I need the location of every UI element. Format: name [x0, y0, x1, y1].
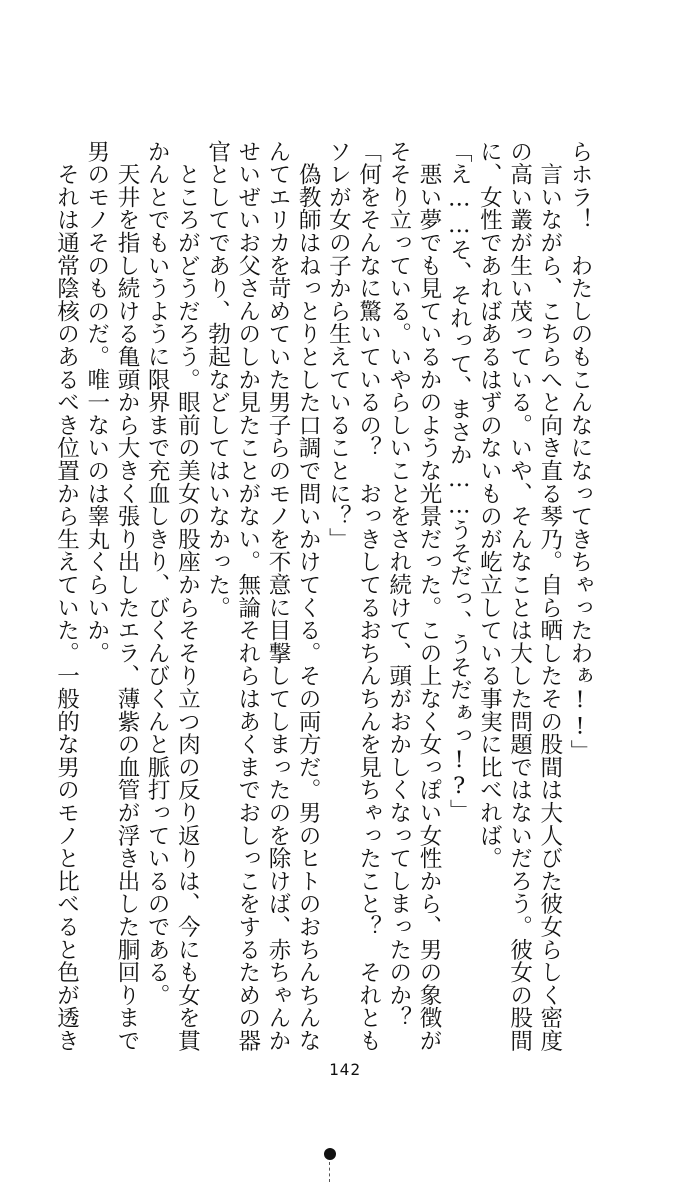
folio-dot-icon	[324, 1148, 336, 1160]
text-line: の高い叢が生い茂っている。いや、そんなことは大した問題ではないだろう。彼女の股間	[506, 140, 533, 1052]
text-line: 男のモノそのものだ。唯一ないのは睾丸くらいか。	[83, 140, 110, 665]
text-line: そそり立っている。いやらしいことをされ続けて、頭がおかしくなってしまったのか？	[385, 140, 412, 1030]
text-line: ソレが女の子から生えていることに？」	[325, 140, 352, 551]
text-line: それは通常陰核のあるべき位置から生えていた。一般的な男のモノと比べると色が透き	[53, 140, 80, 1052]
folio-stem-icon	[329, 1162, 331, 1182]
vertical-text-body	[51, 140, 595, 1052]
text-line: らホラ！ わたしのもこんなになってきちゃったわぁ!!」	[567, 140, 593, 763]
text-line: ところがどうだろう。眼前の美女の股座からそそり立つ肉の反り返りは、今にも女を貫	[174, 140, 201, 1052]
text-line: んてエリカを苛めていた男子らのモノを不意に目撃してしまったのを除けば、赤ちゃんか	[264, 140, 291, 1052]
text-line: 偽教師はねっとりとした口調で問いかけてくる。その両方だ。男のヒトのおちんちんな	[295, 140, 322, 1052]
text-line: かんとでもいうように限界まで充血しきり、びくんびくんと脈打っているのである。	[144, 140, 171, 1007]
text-line: せいぜいお父さんのしか見たことがない。無論それらはあくまでおしっこをするための器	[234, 140, 261, 1052]
text-line: 言いながら、こちらへと向き直る琴乃。自ら晒したその股間は大人びた彼女らしく密度	[536, 140, 563, 1052]
text-line: 悪い夢でも見ているかのような光景だった。この上なく女っぽい女性から、男の象徴が	[415, 140, 442, 1052]
text-line: 「何をそんなに驚いているの？ おっきしてるおちんちんを見ちゃったこと？ それとも	[355, 140, 382, 1052]
text-line: 官としてであり、勃起などしてはいなかった。	[204, 140, 231, 619]
page-number: 142	[329, 1060, 361, 1079]
text-line: に、女性であればあるはずのないものが屹立している事実に比べれば。	[476, 140, 503, 870]
text-line: 「え……そ、それって、まさか……うそだっ、うそだぁっ!?」	[446, 140, 473, 823]
text-line: 天井を指し続ける亀頭から大きく張り出したエラ、薄紫の血管が浮き出した胴回りまで	[113, 140, 140, 1052]
